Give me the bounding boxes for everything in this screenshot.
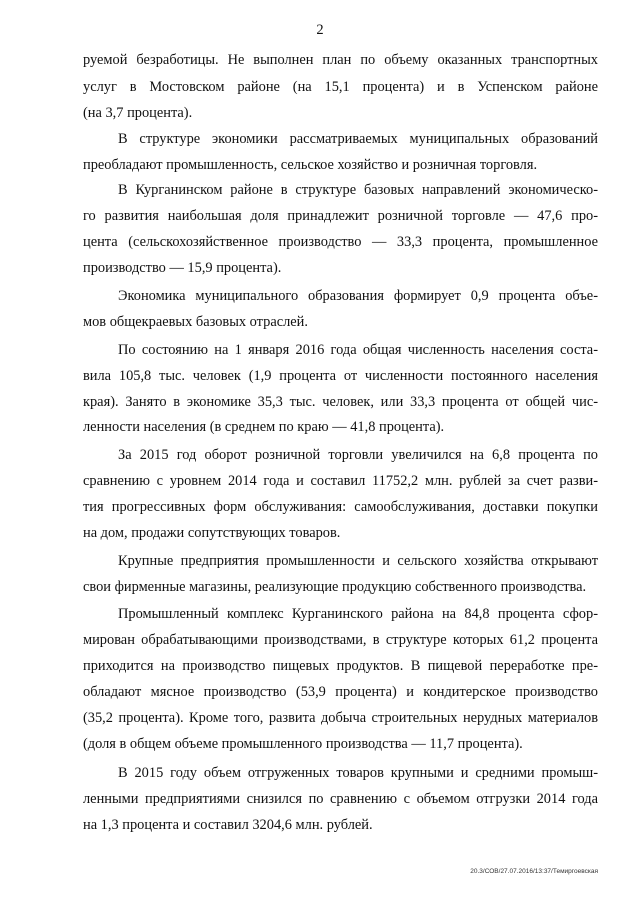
text-line: Крупные предприятия промышленности и сельского хозяйства открывают bbox=[118, 553, 598, 569]
text-line: тия прогрессивных форм обслуживания: самообслуживания, доставки покупки bbox=[83, 499, 598, 515]
text-line: на дом, продажи сопутствующих товаров. bbox=[83, 525, 341, 541]
text-line: руемой безработицы. Не выполнен план по объему оказанных транспортных bbox=[83, 52, 598, 68]
text-line: По состоянию на 1 января 2016 года общая численность населения соста- bbox=[118, 342, 598, 358]
document-footer-code: 20.3/СОВ/27.07.2016/13:37/Темиргоевская bbox=[470, 868, 598, 875]
text-line: В структуре экономики рассматриваемых муниципальных образований bbox=[118, 131, 598, 147]
text-line: (доля в общем объеме промышленного производства — 11,7 процента). bbox=[83, 736, 523, 752]
text-line: преобладают промышленность, сельское хозяйство и розничная торговля. bbox=[83, 157, 538, 173]
text-line: обладают мясное производство (53,9 процента) и кондитерское производство bbox=[83, 684, 598, 700]
text-line: (на 3,7 процента). bbox=[83, 105, 193, 121]
text-line: сравнению с уровнем 2014 года и составил 11752,2 млн. рублей за счет разви- bbox=[83, 473, 598, 489]
text-line: За 2015 год оборот розничной торговли увеличился на 6,8 процента по bbox=[118, 447, 598, 463]
text-line: Промышленный комплекс Курганинского района на 84,8 процента сфор- bbox=[118, 606, 598, 622]
text-line: края). Занято в экономике 35,3 тыс. человек, или 33,3 процента от общей чис- bbox=[83, 394, 598, 410]
text-line: ленными предприятиями снизился по сравнению с объемом отгрузки 2014 года bbox=[83, 791, 598, 807]
text-line: Экономика муниципального образования формирует 0,9 процента объе- bbox=[118, 288, 598, 304]
text-line: приходится на производство пищевых продуктов. В пищевой переработке пре- bbox=[83, 658, 598, 674]
text-line: мирован обрабатывающими производствами, в структуре которых 61,2 процента bbox=[83, 632, 598, 648]
text-line: вила 105,8 тыс. человек (1,9 процента от численности постоянного населения bbox=[83, 368, 598, 384]
text-line: производство — 15,9 процента). bbox=[83, 260, 282, 276]
text-line: го развития наибольшая доля принадлежит розничной торговле — 47,6 про- bbox=[83, 208, 598, 224]
text-line: цента (сельскохозяйственное производство — 33,3 процента, промышленное bbox=[83, 234, 598, 250]
text-line: услуг в Мостовском районе (на 15,1 процента) и в Успенском районе bbox=[83, 79, 598, 95]
text-line: В 2015 году объем отгруженных товаров крупными и средними промыш- bbox=[118, 765, 598, 781]
text-line: на 1,3 процента и составил 3204,6 млн. рублей. bbox=[83, 817, 373, 833]
text-line: свои фирменные магазины, реализующие продукцию собственного производства. bbox=[83, 579, 587, 595]
text-line: ленности населения (в среднем по краю — 41,8 процента). bbox=[83, 419, 445, 435]
page-number: 2 bbox=[316, 22, 324, 38]
text-line: (35,2 процента). Кроме того, развита добыча строительных нерудных материалов bbox=[83, 710, 598, 726]
text-line: В Курганинском районе в структуре базовых направлений экономическо- bbox=[118, 182, 598, 198]
text-line: мов общекраевых базовых отраслей. bbox=[83, 314, 308, 330]
